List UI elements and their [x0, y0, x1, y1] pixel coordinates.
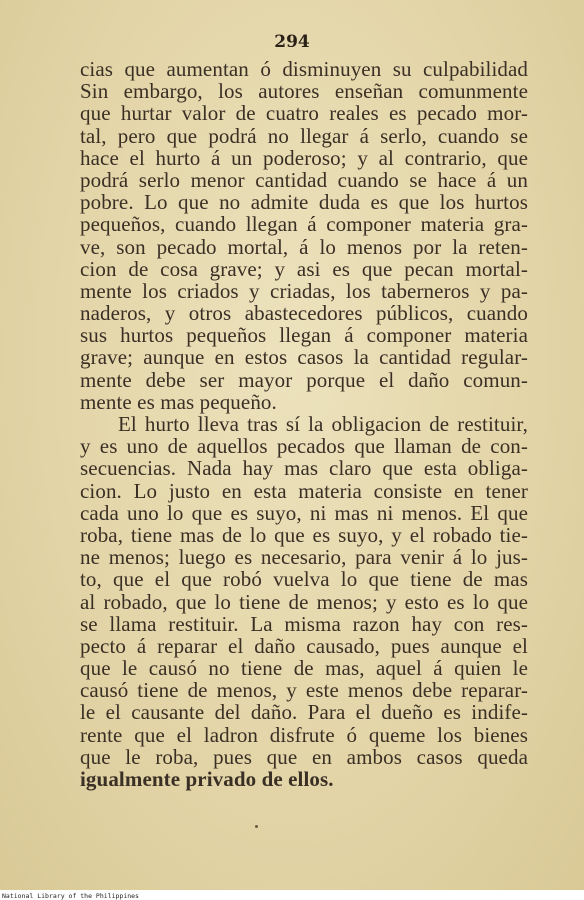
library-attribution: National Library of the Philippines: [2, 892, 139, 900]
text-line: to, que el que robó vuelva lo que tiene de mas: [80, 567, 528, 592]
text-line: mente los criados y criadas, los taberneros y pa-: [80, 278, 528, 303]
text-line: cada uno lo que es suyo, ni mas ni menos. El que: [80, 500, 528, 525]
text-line: secuencias. Nada hay mas claro que esta obliga-: [80, 456, 528, 481]
body-text: [80, 58, 528, 790]
text-line: pobre. Lo que no admite duda es que los hurtos: [80, 190, 528, 215]
text-line: y es uno de aquellos pecados que llaman de con-: [80, 434, 528, 459]
text-line: ne menos; luego es necesario, para venir á lo jus-: [80, 545, 528, 570]
text-line: mente debe ser mayor porque el daño comun-: [80, 367, 528, 392]
page-number: 294: [274, 32, 310, 52]
text-line: al robado, que lo tiene de menos; y esto es lo que: [80, 589, 528, 614]
text-line: roba, tiene mas de lo que es suyo, y el robado tie-: [80, 522, 528, 547]
text-line: cion de cosa grave; y asi es que pecan mortal-: [80, 256, 528, 281]
text-line: Sin embargo, los autores enseñan comunmente: [80, 79, 528, 104]
text-line: mente es mas pequeño.: [80, 389, 277, 414]
text-line: se llama restituir. La misma razon hay con res-: [80, 611, 528, 636]
text-line: podrá serlo menor cantidad cuando se hace á un: [80, 167, 528, 192]
text-line: grave; aunque en estos casos la cantidad regular-: [80, 345, 528, 370]
text-line: que le roba, pues que en ambos casos queda: [80, 744, 528, 769]
text-line: sus hurtos pequeños llegan á componer materia: [80, 323, 528, 348]
text-line: rente que el ladron disfrute ó queme los bienes: [80, 722, 528, 747]
text-line: cias que aumentan ó disminuyen su culpabilidad: [80, 57, 528, 81]
text-line: naderos, y otros abastecedores públicos, cuando: [80, 301, 528, 326]
text-line: cion. Lo justo en esta materia consiste en tener: [80, 478, 528, 503]
text-line: El hurto lleva tras sí la obligacion de restituir,: [118, 412, 528, 436]
text-line: causó tiene de menos, y este menos debe reparar-: [80, 678, 528, 703]
text-line: pequeños, cuando llegan á componer materia gra-: [80, 212, 528, 237]
text-line: tal, pero que podrá no llegar á serlo, cuando se: [80, 123, 528, 148]
text-line: pecto á reparar el daño causado, pues aunque el: [80, 633, 528, 658]
text-line: igualmente privado de ellos.: [80, 767, 334, 791]
text-line: que le causó no tiene de mas, aquel á quien le: [80, 656, 528, 681]
text-line: hace el hurto á un poderoso; y al contrario, que: [80, 145, 528, 170]
text-line: que hurtar valor de cuatro reales es pecado mor-: [80, 101, 528, 126]
text-line: le el causante del daño. Para el dueño es indife-: [80, 700, 528, 725]
ink-speck: [255, 825, 258, 828]
text-line: ve, son pecado mortal, á lo menos por la reten-: [80, 234, 528, 259]
